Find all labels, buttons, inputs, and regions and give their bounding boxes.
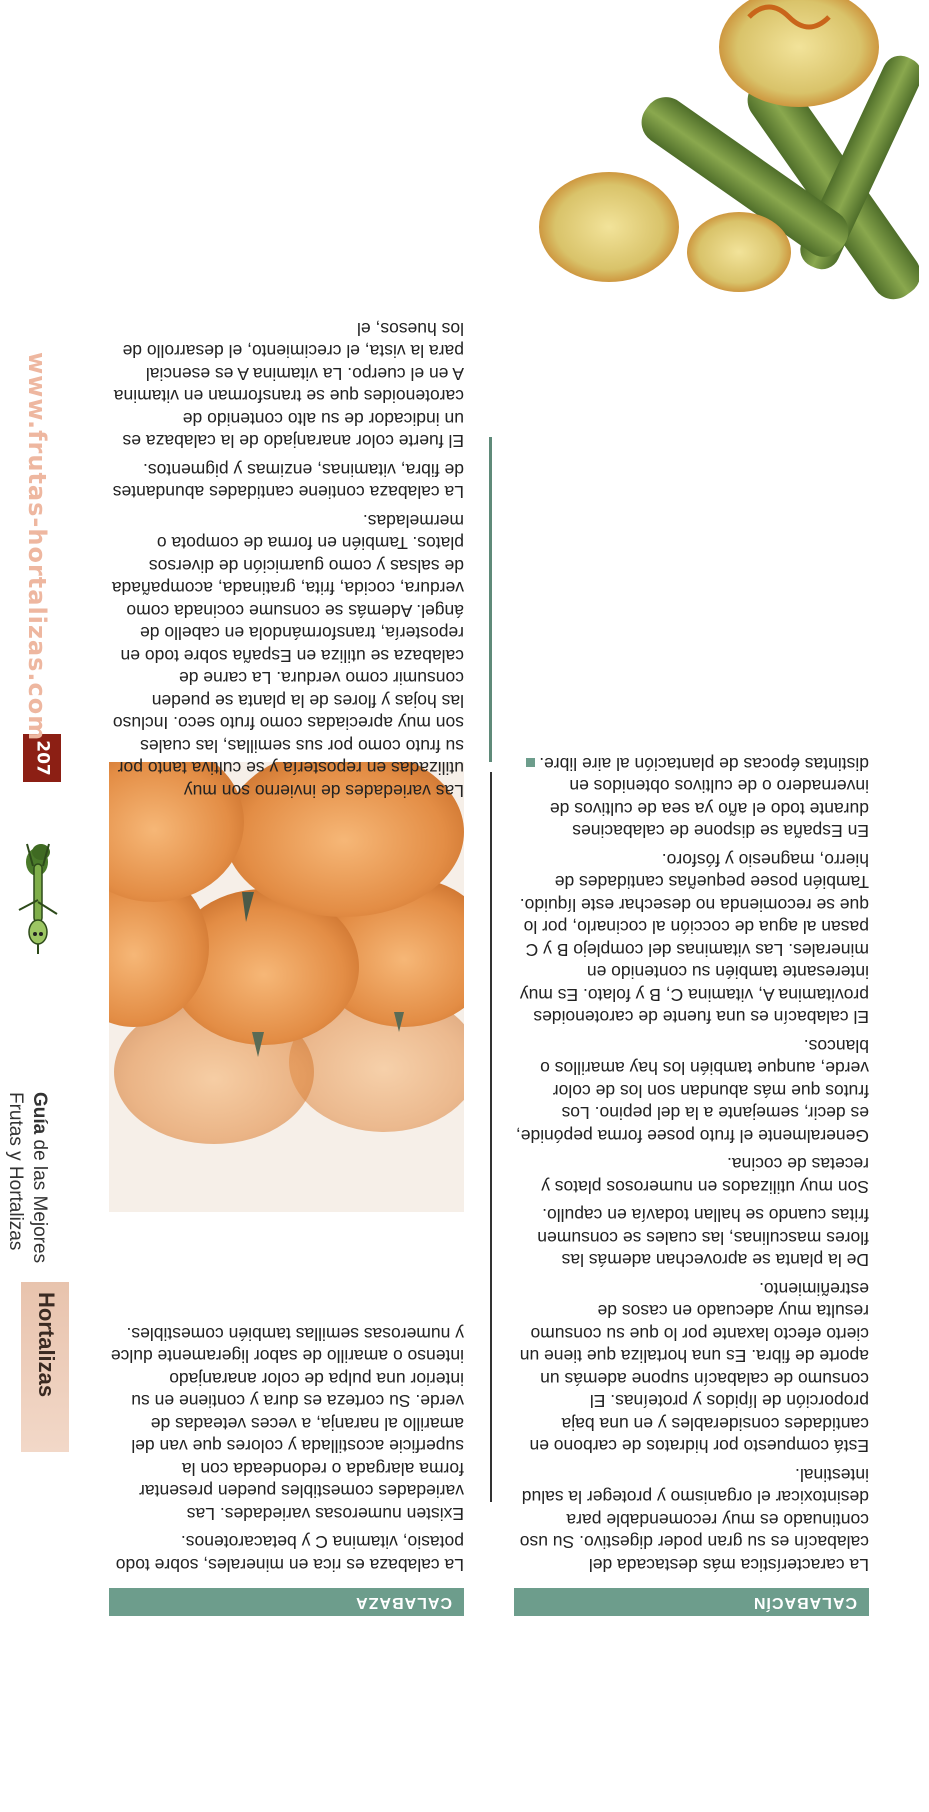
calabacin-header <box>514 1588 869 1616</box>
website-url: www.frutas-hortalizas.com <box>23 352 51 742</box>
calabaza-paragraph: Existen numerosas variedades. Las variedades comestibles pueden presentar forma alargada o redondeada con la superficie acostillada y colores que van del amarillo al naranja, a veces veteadas de verde. Su corteza es dura y contiene en su interior una pulpa de color anaranjado intenso o amarillo de sabor ligeramente dulce y numerosas semillas también comestibles. <box>110 1324 464 1524</box>
calabacin-paragraph: El calabacín es una fuente de carotenoides provitamina A, vitamina C, B y folato. Es muy interesante también su contenido en minerales. Las vitaminas del complejo B y C pasan al agua de cocción al cocinarlo, por lo que se recomienda no desechar este líquido. También posee pequeñas cantidades de hierro, magnesio y fósforo. <box>519 850 869 1028</box>
calabaza-paragraph: El fuerte color anaranjado de la calabaza es un indicador de su alto contenido de carotenoides que se transforman en vitamina A en el cuerpo. La vitamina A es esencial para la vista, el crecimiento, el desarrollo de los huesos, el <box>113 319 464 452</box>
guide-title-rest: de las Mejores <box>29 1134 50 1264</box>
guide-title <box>3 1092 51 1263</box>
square-bullet-icon <box>526 758 535 767</box>
calabacin-header-text: CALABACÍN <box>752 1594 857 1611</box>
calabacin-paragraph <box>514 753 869 843</box>
column-divider <box>490 772 492 1502</box>
calabaza-paragraph: Las variedades de invierno son muy utilizadas en repostería y se cultiva tanto por su fruto como por sus semillas, las cuales son muy apreciadas como fruto seco. Incluso las hojas y flores de la planta se pueden consumir como verdura. La carne de calabaza se utiliza en España sobre todo en repostería, transformándola en cabello de ángel. Además se consume cocinada como verdura, cocida, frita, gratinada, acompañada de salsas y como guarnición de diversos platos. También en forma de compota o mermeladas. <box>111 511 464 801</box>
section-label: Hortalizas <box>34 1292 59 1398</box>
calabacin-paragraph: Son muy utilizados en numerosos platos y recetas de cocina. <box>541 1154 869 1197</box>
calabaza-header <box>109 1588 464 1616</box>
vegetable-mascot-icon <box>9 832 69 962</box>
calabaza-text-bottom <box>109 312 464 803</box>
pumpkin-photo <box>109 762 464 1212</box>
guide-title-bold: Guía <box>29 1092 50 1135</box>
calabacin-paragraph: Está compuesto por hidratos de carbono en cantidades considerables y en una baja proporción de lípidos y proteínas. El consumo de calabacín supone además un aporte de fibra. Es una hortaliza que tiene un cierto efecto laxante por lo que su consumo resulta muy adecuado en casos de estreñimiento. <box>519 1279 869 1457</box>
calabacin-text <box>514 747 869 1577</box>
zucchini-photo <box>489 0 919 437</box>
calabaza-text-top <box>109 1317 464 1577</box>
calabaza-header-text: CALABAZA <box>355 1594 452 1611</box>
page-number: 207 <box>32 740 52 776</box>
calabaza-paragraph: La calabaza es rica en minerales, sobre todo potasio, vitamina C y betacarotenos. <box>115 1532 464 1575</box>
calabacin-paragraph: De la planta se aprovechan además las flores masculinas, las cuales se consumen fritas cuando se hallan todavía en capullo. <box>537 1205 869 1271</box>
calabaza-paragraph: La calabaza contiene cantidades abundantes de fibra, vitaminas, enzimas y pigmentos. <box>112 460 464 503</box>
calabacin-paragraph: Generalmente el fruto posee forma pepónide, es decir, semejante a la del pepino. Los frutos que más abundan son los de color verde, aunque también los hay amarillos o blancos. <box>515 1036 869 1146</box>
calabacin-paragraph: La característica más destacada del calabacín es su gran poder digestivo. Su uso continuado es muy recomendable para desintoxicar el organismo y proteger la salud intestinal. <box>519 1465 869 1575</box>
guide-title-line2: Frutas y Hortalizas <box>5 1092 26 1251</box>
calabacin-paragraph-text: En España se dispone de calabacines durante todo el año ya sea de cultivos de invernadero o de cultivos obtenidos en distintas épocas de plantación al aire libre. <box>539 754 869 842</box>
